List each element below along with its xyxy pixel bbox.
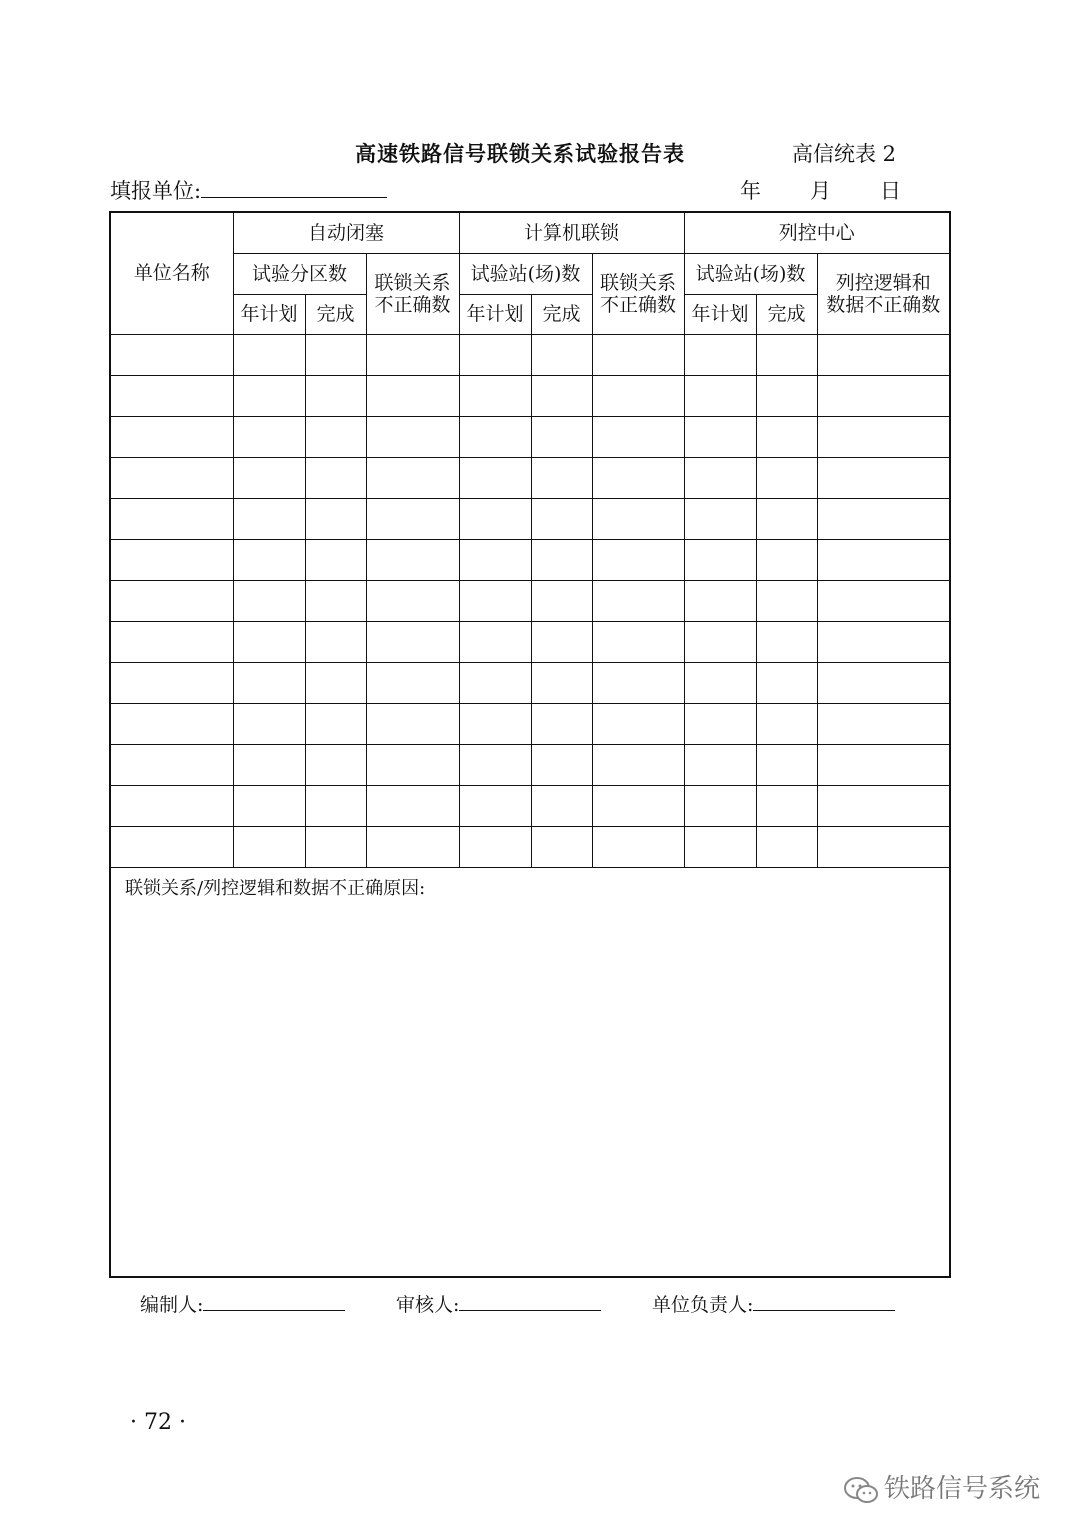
table-cell[interactable] bbox=[817, 498, 950, 539]
table-cell[interactable] bbox=[459, 826, 531, 867]
table-cell[interactable] bbox=[366, 580, 459, 621]
watermark bbox=[842, 1468, 1040, 1505]
table-cell[interactable] bbox=[756, 703, 817, 744]
table-cell[interactable] bbox=[592, 539, 684, 580]
table-cell[interactable] bbox=[531, 662, 592, 703]
watermark-text: 铁路信号系统 bbox=[884, 1474, 1041, 1504]
train-control-center-header: 列控中心 bbox=[684, 212, 950, 253]
table-cell[interactable] bbox=[459, 662, 531, 703]
table-row bbox=[110, 785, 950, 826]
table-cell[interactable] bbox=[817, 662, 950, 703]
table-cell[interactable] bbox=[684, 416, 756, 457]
table-cell[interactable] bbox=[756, 785, 817, 826]
table-cell[interactable] bbox=[531, 416, 592, 457]
date-year-label: 年 bbox=[740, 179, 761, 203]
page-number: · 72 · bbox=[130, 1410, 186, 1435]
date-day-label: 日 bbox=[880, 179, 901, 203]
tcc-logic-incorrect-header bbox=[817, 253, 950, 334]
filler-unit-blank[interactable] bbox=[201, 196, 387, 198]
table-row bbox=[110, 744, 950, 785]
table-cell[interactable] bbox=[110, 826, 233, 867]
table-cell[interactable] bbox=[592, 744, 684, 785]
table-cell[interactable] bbox=[592, 662, 684, 703]
table-cell[interactable] bbox=[305, 826, 366, 867]
table-cell[interactable] bbox=[592, 375, 684, 416]
ci-incorrect-line2: 不正确数 bbox=[600, 293, 677, 316]
table-cell[interactable] bbox=[592, 334, 684, 375]
table-cell[interactable] bbox=[110, 744, 233, 785]
table-cell[interactable] bbox=[110, 416, 233, 457]
ab-interlocking-incorrect-header bbox=[366, 253, 459, 334]
table-cell[interactable] bbox=[817, 416, 950, 457]
remarks-label: 联锁关系/列控逻辑和数据不正确原因: bbox=[125, 877, 426, 899]
table-cell[interactable] bbox=[684, 826, 756, 867]
compiler-label: 编制人: bbox=[140, 1294, 204, 1316]
filler-unit-field bbox=[110, 175, 387, 205]
table-cell[interactable] bbox=[366, 703, 459, 744]
table-row bbox=[110, 580, 950, 621]
table-cell[interactable] bbox=[592, 826, 684, 867]
table-cell[interactable] bbox=[366, 539, 459, 580]
table-cell[interactable] bbox=[233, 621, 305, 662]
test-sections-header: 试验分区数 bbox=[233, 253, 366, 294]
table-cell[interactable] bbox=[531, 457, 592, 498]
table-cell[interactable] bbox=[531, 375, 592, 416]
table-cell[interactable] bbox=[817, 539, 950, 580]
table-cell[interactable] bbox=[459, 457, 531, 498]
unit-name-header: 单位名称 bbox=[110, 212, 233, 334]
table-cell[interactable] bbox=[233, 826, 305, 867]
table-cell[interactable] bbox=[110, 457, 233, 498]
table-row bbox=[110, 375, 950, 416]
table-cell[interactable] bbox=[684, 334, 756, 375]
table-cell[interactable] bbox=[305, 334, 366, 375]
table-cell[interactable] bbox=[305, 416, 366, 457]
responsible-blank[interactable] bbox=[753, 1309, 895, 1311]
table-cell[interactable] bbox=[305, 539, 366, 580]
table-cell[interactable] bbox=[459, 785, 531, 826]
auto-block-header: 自动闭塞 bbox=[233, 212, 459, 253]
remarks-cell[interactable] bbox=[110, 867, 950, 1277]
table-cell[interactable] bbox=[366, 498, 459, 539]
table-cell[interactable] bbox=[684, 703, 756, 744]
date-month-label: 月 bbox=[810, 179, 831, 203]
table-cell[interactable] bbox=[459, 334, 531, 375]
table-cell[interactable] bbox=[459, 375, 531, 416]
table-cell[interactable] bbox=[756, 457, 817, 498]
reviewer-label: 审核人: bbox=[396, 1294, 460, 1316]
table-cell[interactable] bbox=[366, 375, 459, 416]
table-cell[interactable] bbox=[756, 416, 817, 457]
ci-interlocking-incorrect-header bbox=[592, 253, 684, 334]
table-cell[interactable] bbox=[684, 498, 756, 539]
table-cell[interactable] bbox=[305, 457, 366, 498]
table-cell[interactable] bbox=[459, 744, 531, 785]
table-cell[interactable] bbox=[233, 334, 305, 375]
reviewer-blank[interactable] bbox=[459, 1309, 601, 1311]
ab-completed-header: 完成 bbox=[305, 294, 366, 334]
table-cell[interactable] bbox=[817, 744, 950, 785]
table-cell[interactable] bbox=[531, 785, 592, 826]
table-cell[interactable] bbox=[233, 785, 305, 826]
table-row bbox=[110, 457, 950, 498]
table-cell[interactable] bbox=[305, 375, 366, 416]
table-cell[interactable] bbox=[756, 498, 817, 539]
table-cell[interactable] bbox=[817, 826, 950, 867]
table-cell[interactable] bbox=[233, 539, 305, 580]
table-cell[interactable] bbox=[305, 662, 366, 703]
table-row bbox=[110, 662, 950, 703]
table-cell[interactable] bbox=[110, 621, 233, 662]
table-cell[interactable] bbox=[684, 744, 756, 785]
table-cell[interactable] bbox=[305, 703, 366, 744]
table-cell[interactable] bbox=[233, 744, 305, 785]
table-cell[interactable] bbox=[233, 662, 305, 703]
table-cell[interactable] bbox=[817, 334, 950, 375]
table-cell[interactable] bbox=[592, 498, 684, 539]
table-row bbox=[110, 826, 950, 867]
table-row bbox=[110, 334, 950, 375]
table-cell[interactable] bbox=[366, 416, 459, 457]
reviewer-field bbox=[396, 1290, 601, 1317]
table-cell[interactable] bbox=[110, 375, 233, 416]
table-cell[interactable] bbox=[592, 785, 684, 826]
table-cell[interactable] bbox=[684, 580, 756, 621]
table-cell[interactable] bbox=[366, 744, 459, 785]
table-cell[interactable] bbox=[366, 334, 459, 375]
table-cell[interactable] bbox=[110, 580, 233, 621]
wechat-icon bbox=[842, 1475, 880, 1505]
filler-unit-label: 填报单位: bbox=[110, 179, 202, 203]
report-title: 高速铁路信号联锁关系试验报告表 bbox=[355, 141, 685, 166]
responsible-label: 单位负责人: bbox=[652, 1294, 754, 1316]
table-cell[interactable] bbox=[592, 457, 684, 498]
report-table bbox=[109, 211, 951, 1278]
table-cell[interactable] bbox=[592, 416, 684, 457]
table-cell[interactable] bbox=[110, 539, 233, 580]
table-cell[interactable] bbox=[110, 785, 233, 826]
table-cell[interactable] bbox=[817, 580, 950, 621]
table-cell[interactable] bbox=[531, 826, 592, 867]
tcc-logic-line1: 列控逻辑和 bbox=[835, 271, 931, 294]
table-cell[interactable] bbox=[817, 621, 950, 662]
tcc-logic-line2: 数据不正确数 bbox=[826, 293, 941, 316]
ci-test-stations-header: 试验站(场)数 bbox=[459, 253, 592, 294]
table-cell[interactable] bbox=[684, 539, 756, 580]
table-cell[interactable] bbox=[305, 498, 366, 539]
table-cell[interactable] bbox=[305, 621, 366, 662]
table-row bbox=[110, 416, 950, 457]
table-cell[interactable] bbox=[756, 621, 817, 662]
tcc-annual-plan-header: 年计划 bbox=[684, 294, 756, 334]
table-cell[interactable] bbox=[459, 416, 531, 457]
table-cell[interactable] bbox=[233, 416, 305, 457]
table-row bbox=[110, 539, 950, 580]
table-cell[interactable] bbox=[817, 703, 950, 744]
table-cell[interactable] bbox=[366, 662, 459, 703]
table-cell[interactable] bbox=[756, 826, 817, 867]
table-cell[interactable] bbox=[817, 375, 950, 416]
table-row bbox=[110, 703, 950, 744]
table-cell[interactable] bbox=[366, 826, 459, 867]
ab-incorrect-line1: 联锁关系 bbox=[374, 271, 451, 294]
table-cell[interactable] bbox=[531, 744, 592, 785]
table-cell[interactable] bbox=[756, 375, 817, 416]
header-row-groups bbox=[110, 212, 950, 253]
table-cell[interactable] bbox=[110, 662, 233, 703]
ci-annual-plan-header: 年计划 bbox=[459, 294, 531, 334]
table-cell[interactable] bbox=[110, 334, 233, 375]
responsible-field bbox=[652, 1290, 895, 1317]
table-cell[interactable] bbox=[684, 662, 756, 703]
compiler-field bbox=[140, 1290, 345, 1317]
table-cell[interactable] bbox=[459, 580, 531, 621]
table-cell[interactable] bbox=[684, 785, 756, 826]
table-cell[interactable] bbox=[756, 539, 817, 580]
table-cell[interactable] bbox=[110, 498, 233, 539]
remarks-row bbox=[110, 867, 950, 1277]
table-row bbox=[110, 621, 950, 662]
table-cell[interactable] bbox=[756, 662, 817, 703]
table-cell[interactable] bbox=[756, 744, 817, 785]
table-cell[interactable] bbox=[366, 457, 459, 498]
table-cell[interactable] bbox=[233, 457, 305, 498]
table-cell[interactable] bbox=[592, 621, 684, 662]
table-cell[interactable] bbox=[459, 498, 531, 539]
table-cell[interactable] bbox=[684, 457, 756, 498]
table-cell[interactable] bbox=[756, 580, 817, 621]
ci-completed-header: 完成 bbox=[531, 294, 592, 334]
ci-incorrect-line1: 联锁关系 bbox=[600, 271, 677, 294]
table-cell[interactable] bbox=[459, 703, 531, 744]
table-cell[interactable] bbox=[233, 498, 305, 539]
header-row-sub bbox=[110, 253, 950, 294]
tcc-completed-header: 完成 bbox=[756, 294, 817, 334]
table-cell[interactable] bbox=[531, 703, 592, 744]
table-cell[interactable] bbox=[233, 375, 305, 416]
ab-incorrect-line2: 不正确数 bbox=[374, 293, 451, 316]
table-cell[interactable] bbox=[531, 498, 592, 539]
table-cell[interactable] bbox=[110, 703, 233, 744]
ab-annual-plan-header: 年计划 bbox=[233, 294, 305, 334]
table-cell[interactable] bbox=[366, 785, 459, 826]
table-cell[interactable] bbox=[592, 580, 684, 621]
table-cell[interactable] bbox=[459, 621, 531, 662]
table-cell[interactable] bbox=[531, 539, 592, 580]
table-cell[interactable] bbox=[305, 744, 366, 785]
table-row bbox=[110, 498, 950, 539]
computer-interlocking-header: 计算机联锁 bbox=[459, 212, 684, 253]
table-cell[interactable] bbox=[531, 334, 592, 375]
table-cell[interactable] bbox=[684, 375, 756, 416]
table-cell[interactable] bbox=[305, 785, 366, 826]
table-cell[interactable] bbox=[817, 785, 950, 826]
table-cell[interactable] bbox=[305, 580, 366, 621]
table-cell[interactable] bbox=[233, 703, 305, 744]
form-number: 高信统表 2 bbox=[792, 142, 897, 166]
compiler-blank[interactable] bbox=[203, 1309, 345, 1311]
table-cell[interactable] bbox=[684, 621, 756, 662]
table-cell[interactable] bbox=[817, 457, 950, 498]
table-cell[interactable] bbox=[592, 703, 684, 744]
table-cell[interactable] bbox=[459, 539, 531, 580]
table-cell[interactable] bbox=[233, 580, 305, 621]
tcc-test-stations-header: 试验站(场)数 bbox=[684, 253, 817, 294]
table-cell[interactable] bbox=[756, 334, 817, 375]
table-cell[interactable] bbox=[366, 621, 459, 662]
table-cell[interactable] bbox=[531, 621, 592, 662]
table-cell[interactable] bbox=[531, 580, 592, 621]
